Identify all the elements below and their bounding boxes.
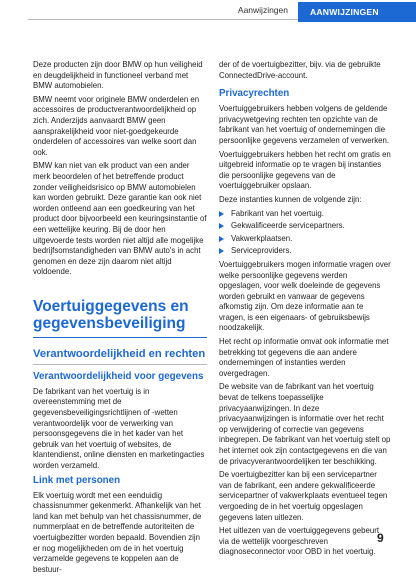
page-number: 9 xyxy=(377,531,384,545)
list-item-text: Fabrikant van het voertuig. xyxy=(231,208,324,218)
triangle-bullet-icon xyxy=(219,211,224,217)
paragraph: De fabrikant van het voertuig is in overeenstemming met de gegevensbeveiligingsrichtlijnen of -wetten verantwoordelijk voor de verwerking van persoonsgegevens die in het kader van het gebruik van het voertuig of websites, de klantendienst, online diensten en marketingacties worden verzameld. xyxy=(33,386,205,471)
header-section-title: Aanwijzingen xyxy=(237,5,288,15)
paragraph: der of de voertuigbezitter, bijv. via de gebruikte ConnectedDrive-account. xyxy=(219,60,381,80)
list-item xyxy=(219,246,391,257)
paragraph: De website van de fabrikant van het voertuig bevat de telkens toepasselijke privacyaanwijzingen. In deze privacyaanwijzingen is informatie over het recht op verwijdering of correctie van gegevens inbegrepen. De fabrikant van het voertuig stelt op het internet ook zijn contactgegevens en die van de privacyverantwoordelijken ter beschikking. xyxy=(219,382,391,466)
paragraph: Elk voertuig wordt met een eenduidig chassisnummer gekenmerkt. Afhankelijk van het land kan met behulp van het chassisnummer, de nummerplaat en de betreffende autoriteiten de voertuigbezitter worden bepaald. Bovendien zijn er nog mogelijkheden om de in het voertuig verzamelde gegevens te koppelen aan de bestuur- xyxy=(33,490,202,574)
triangle-bullet-icon xyxy=(219,223,224,229)
paragraph: Het uitlezen van de voertuiggegevens gebeurt via de wettelijk voorgeschreven diagnoseconnector voor OBD in het voertuig. xyxy=(219,526,380,557)
list-item xyxy=(219,209,391,220)
subsection-heading-data-responsibility: Verantwoordelijkheid voor gegevens xyxy=(33,370,204,382)
list-item-text: Vakwerkplaatsen. xyxy=(231,233,293,243)
list-item xyxy=(219,221,391,232)
chapter-heading: Voertuiggegevens en gegevensbeveiliging xyxy=(33,297,189,332)
chapter-tab xyxy=(298,2,416,22)
triangle-bullet-icon xyxy=(219,236,224,242)
chapter-heading-rule xyxy=(33,337,207,338)
paragraph: Deze producten zijn door BMW op hun veiligheid en deugdelijkheid in functioneel verband met BMW automobielen. xyxy=(33,60,203,91)
subsection-heading-link-persons: Link met personen xyxy=(33,474,121,486)
section-heading: Verantwoordelijkheid en rechten xyxy=(33,347,206,360)
paragraph: BMW kan niet van elk product van een ander merk beoordelen of het betreffende product zonder veiligheidsrisico op BMW automobielen kan worden gebruikt. Deze garantie kan ook niet worden ontleend aan een goedkeuring van het product door bijvoorbeeld een keuringsinstantie of een wettelijke keuring. Bij de door hen uitgevoerde tests worden niet altijd alle mogelijke bedrijfsomstandigheden van BMW auto's in acht genomen en deze zijn daarom niet altijd voldoende. xyxy=(33,161,207,277)
paragraph: Deze instanties kunnen de volgende zijn: xyxy=(219,194,362,204)
paragraph: BMW neemt voor originele BMW onderdelen en accessoires de productverantwoordelijkheid op zich. Anderzijds aanvaardt BMW geen aansprakelijkheid voor niet-goedgekeurde onderdelen of accessoires van welke soort dan ook. xyxy=(33,94,200,157)
paragraph: Voertuiggebruikers hebben volgens de geldende privacywetgeving rechten ten opzichte van de fabrikant van het voertuig of ondernemingen die persoonlijke gegevens verzamelen of verwerken. xyxy=(219,104,390,145)
subsection-heading-privacy-rights: Privacyrechten xyxy=(219,88,290,100)
right-column xyxy=(219,60,391,561)
left-column xyxy=(33,60,207,578)
triangle-bullet-icon xyxy=(219,248,224,254)
paragraph: Het recht op informatie omvat ook informatie met betrekking tot gegevens die aan andere ondernemingen of instanties werden overgedragen. xyxy=(219,337,389,378)
list-item xyxy=(219,234,391,245)
paragraph: Voertuiggebruikers mogen informatie vragen over welke persoonlijke gegevens werden opgeslagen, voor welk doeleinde de gegevens worden gebruikt en vanwaar de gegevens afkomstig zijn. Om deze informatie aan te vragen, is een eigenaars- of gebruiksbewijs noodzakelijk. xyxy=(219,259,391,333)
running-header xyxy=(0,0,416,22)
list-item-text: Serviceproviders. xyxy=(231,246,292,256)
chapter-tab-label: AANWIJZINGEN xyxy=(310,7,379,17)
paragraph: Voertuiggebruikers hebben het recht om gratis en uitgebreid informatie op te vragen bij instanties die persoonlijke gegevens van de voertuiggebruiker opslaan. xyxy=(219,149,391,191)
section-heading-rule xyxy=(33,364,207,365)
paragraph: De voertuigbezitter kan bij een servicepartner van de fabrikant, een andere gekwalificeerde servicepartner of vakwerkplaats eventueel tegen vergoeding de in het voertuig opgeslagen gegevens laten uitlezen. xyxy=(219,470,388,522)
list-item-text: Gekwalificeerde servicepartners. xyxy=(231,221,345,231)
